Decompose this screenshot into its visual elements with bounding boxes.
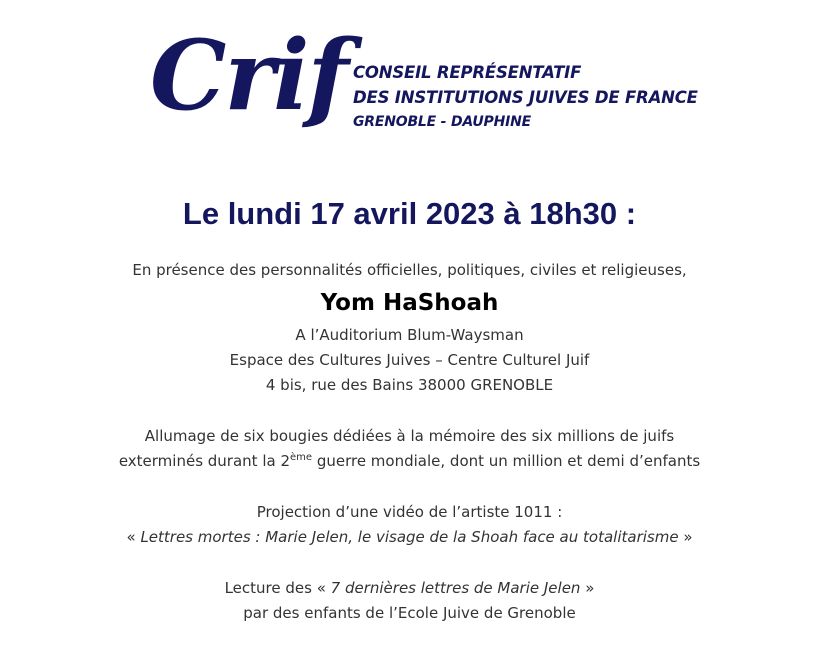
quote-close: » — [678, 528, 693, 546]
candles-line-2-start: exterminés durant la 2 — [118, 452, 290, 470]
intro-text: En présence des personnalités officielles, politiques, civiles et religieuses, — [132, 261, 687, 279]
reading-line-1-end: » — [580, 579, 595, 597]
spacer — [0, 474, 819, 500]
spacer — [0, 398, 819, 424]
video-title: Lettres mortes : Marie Jelen, le visage de la Shoah face au totalitarisme — [140, 528, 679, 546]
event-name: Yom HaShoah — [320, 290, 499, 316]
ordinal-superscript: ème — [290, 452, 313, 463]
spacer — [0, 550, 819, 576]
candles-line-1: Allumage de six bougies dédiées à la mémoire des six millions de juifs — [144, 427, 675, 445]
reading-title: 7 dernières lettres de Marie Jelen — [330, 579, 581, 597]
venue-line-3: 4 bis, rue des Bains 38000 GRENOBLE — [265, 376, 554, 394]
quote-open: « — [126, 528, 141, 546]
logo-line-3: GRENOBLE - DAUPHINE — [353, 114, 532, 130]
logo-line-2: DES INSTITUTIONS JUIVES DE FRANCE — [353, 88, 698, 107]
venue-line-1: A l’Auditorium Blum-Waysman — [295, 326, 524, 344]
logo-line-1: CONSEIL REPRÉSENTATIF — [353, 63, 582, 82]
invitation-body — [0, 258, 819, 626]
video-title-line — [0, 525, 819, 550]
video-line-1: Projection d’une vidéo de l’artiste 1011 : — [256, 503, 563, 521]
crif-logo-text — [353, 60, 698, 134]
reading-line-2: par des enfants de l’Ecole Juive de Grenoble — [243, 604, 576, 622]
venue-line-2: Espace des Cultures Juives – Centre Culturel Juif — [229, 351, 590, 369]
candles-line-2-end: guerre mondiale, dont un million et demi d’enfants — [312, 452, 701, 470]
crif-logo — [150, 19, 698, 140]
candles-line-2 — [0, 449, 819, 474]
event-date-headline: Le lundi 17 avril 2023 à 18h30 : — [182, 196, 637, 231]
reading-line-1-start: Lecture des « — [224, 579, 331, 597]
crif-wordmark: Crif — [150, 19, 347, 132]
reading-line-1 — [0, 576, 819, 601]
